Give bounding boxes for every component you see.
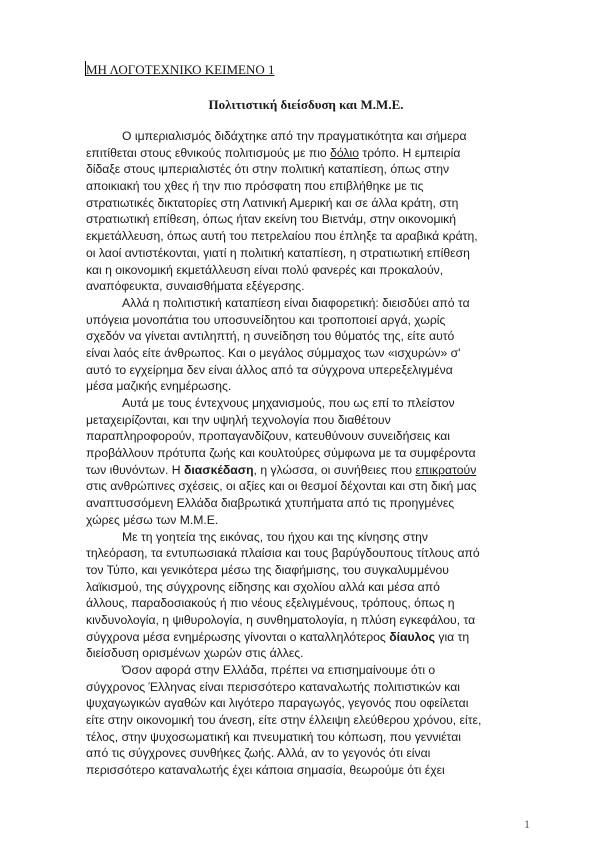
body-text	[86, 128, 536, 779]
text-line	[86, 395, 536, 412]
text-line	[86, 312, 536, 329]
text-segment: και η οικονομική εκμετάλλευση είναι πολύ φανερές και προκαλούν,	[86, 262, 444, 277]
text-line	[86, 195, 536, 212]
text-segment: κινδυνολογία, η ψιθυρολογία, η συνθηματολογία, η πλύση εγκεφάλου, τα	[86, 612, 476, 627]
text-line	[86, 495, 536, 512]
text-segment: Αυτά με τους έντεχνους μηχανισμούς, που ως επί το πλείστον	[122, 396, 455, 410]
text-line	[86, 729, 536, 746]
text-line	[86, 712, 536, 729]
text-line	[86, 695, 536, 712]
text-segment: παραπληροφορούν, προπαγανδίζουν, κατευθύνουν συνειδήσεις και	[86, 429, 450, 444]
text-segment: εκμετάλλευση, όπως αυτή του πετρελαίου που έπληξε τα αραβικά κράτη,	[86, 229, 478, 244]
text-line	[86, 178, 536, 195]
text-segment: αυτό το εγχείρημα δεν είναι άλλος από τα σύγχρονα υπερεξελιγμένα	[86, 362, 453, 377]
text-line	[86, 278, 536, 295]
text-segment: Ο ιμπεριαλισμός διδάχτηκε από την πραγματικότητα και σήμερα	[122, 129, 467, 143]
text-line	[86, 412, 536, 429]
text-segment: για τη	[434, 629, 470, 644]
text-segment: τρόπο. Η εμπειρία	[359, 145, 461, 160]
document-heading: ΜΗ ΛΟΓΟΤΕΧΝΙΚΟ ΚΕΙΜΕΝΟ 1	[86, 62, 275, 77]
text-line	[86, 462, 536, 479]
text-segment: στρατιωτική επίθεση, όπως ήταν εκείνη του Βιετνάμ, στην οικονομική	[86, 212, 457, 227]
text-line	[86, 295, 536, 312]
text-line	[86, 478, 536, 495]
text-segment: Με τη γοητεία της εικόνας, του ήχου και της κίνησης στην	[122, 529, 429, 544]
text-line	[86, 679, 536, 696]
text-segment: αναπόφευκτα, συναισθήματα εξέγερσης.	[86, 279, 305, 294]
text-line	[86, 512, 536, 529]
bold-text: δίαυλος	[389, 629, 435, 644]
text-line	[86, 445, 536, 462]
text-line	[86, 579, 536, 596]
text-segment: , η γλώσσα, οι συνήθειες που	[253, 462, 416, 477]
text-segment: αναπτυσσόμενη Ελλάδα διαβρωτικά χτυπήματα από τις προηγμένες	[86, 496, 455, 511]
page-number: 1	[524, 817, 530, 831]
text-segment: χώρες μέσω των Μ.Μ.Ε.	[86, 512, 219, 527]
bold-text: διασκέδαση	[183, 462, 254, 477]
text-segment: προβάλλουν πρότυπα ζωής και κουλτούρες σύμφωνα με τα συμφέροντα	[86, 446, 476, 461]
text-line	[86, 745, 536, 762]
text-line	[86, 211, 536, 228]
underlined-text: δόλιο	[330, 145, 359, 160]
text-segment: αποικιακή του χθες ή την πιο πρόσφατη που επιβλήθηκε με τις	[86, 179, 424, 194]
text-line	[86, 529, 536, 546]
document-title: Πολιτιστική διείσδυση και Μ.Μ.Ε.	[208, 97, 404, 112]
text-segment: σύγχρονος Έλληνας είναι περισσότερο καταναλωτής πολιτιστικών και	[86, 679, 461, 694]
text-segment: διείσδυση ορισμένων χωρών στις άλλες.	[86, 646, 304, 661]
text-line	[86, 762, 536, 779]
text-line	[86, 545, 536, 562]
text-segment: υπόγεια μονοπάτια του υποσυνείδητου και τροποποιεί αργά, χωρίς	[86, 312, 446, 327]
text-segment: σύγχρονα μέσα ενημέρωσης γίνονται ο καταλληλότερος	[86, 629, 390, 644]
text-segment: τέλος, στην ψυχοσωματική και πνευματική του κόπωση, που γεννιέται	[86, 729, 461, 744]
text-segment: των ιθυνόντων. Η	[86, 462, 184, 477]
text-segment: ψυχαγωγικών αγαθών και λιγότερο παραγωγός, γεγονός που οφείλεται	[86, 696, 469, 711]
text-line	[86, 245, 536, 262]
text-segment: τηλεόραση, τα εντυπωσιακά πλαίσια και τους βαρύγδουπους τίτλους από	[86, 546, 480, 561]
text-line	[86, 228, 536, 245]
text-segment: στρατιωτικές δικτατορίες στη Λατινική Αμερική και σε άλλα κράτη, στη	[86, 195, 459, 210]
text-line	[86, 645, 536, 662]
text-line	[86, 428, 536, 445]
text-segment: στις ανθρώπινες σχέσεις, οι αξίες και οι θεσμοί δέχονται και στη δική μας	[86, 479, 477, 494]
text-segment: μεταχειρίζονται, και την υψηλή τεχνολογία που διαθέτουν	[86, 412, 391, 427]
text-line	[86, 145, 536, 162]
text-line	[86, 262, 536, 279]
text-segment: περισσότερο καταναλωτής έχει κάποια σημασία, θεωρούμε ότι έχει	[86, 763, 445, 778]
text-segment: επιτίθεται στους εθνικούς πολιτισμούς με πιο	[86, 145, 331, 160]
text-segment: λαϊκισμού, της σύγχρονης είδησης και σχολίου αλλά και μέσα από	[86, 579, 440, 594]
text-line	[86, 612, 536, 629]
text-line	[86, 662, 536, 679]
text-line	[86, 161, 536, 178]
text-line	[86, 328, 536, 345]
text-segment: είτε στην οικονομική του άνεση, είτε στην έλλειψη ελεύθερου χρόνου, είτε,	[86, 713, 482, 728]
text-segment: οι λαοί αντιστέκονται, γιατί η πολιτική καταπίεση, η στρατιωτική επίθεση	[86, 245, 470, 260]
text-segment: δίδαξε στους ιμπεριαλιστές ότι στην πολιτική καταπίεση, όπως στην	[86, 162, 450, 177]
text-segment: από τις σύγχρονες συνθήκες ζωής. Αλλά, αν το γεγονός ότι είναι	[86, 746, 431, 761]
underlined-text: επικρατούν	[415, 462, 477, 477]
text-line	[86, 345, 536, 362]
text-segment: άλλους, παραδοσιακούς ή πιο νέους εξελιγμένους, τρόπους, όπως η	[86, 596, 455, 611]
text-segment: τον Τύπο, και γενικότερα μέσω της διαφήμισης, του συγκαλυμμένου	[86, 562, 449, 577]
text-line	[86, 128, 536, 145]
text-line	[86, 378, 536, 395]
text-line	[86, 595, 536, 612]
text-segment: σχεδόν να γίνεται αντιληπτή, η συνείδηση του θύματός της, είτε αυτό	[86, 329, 455, 344]
text-line	[86, 362, 536, 379]
text-line	[86, 629, 536, 646]
text-segment: Αλλά η πολιτιστική καταπίεση είναι διαφορετική: διεισδύει από τα	[122, 295, 470, 310]
text-segment: Όσον αφορά στην Ελλάδα, πρέπει να επισημαίνουμε ότι ο	[122, 663, 436, 677]
text-line	[86, 562, 536, 579]
text-segment: είναι λαός είτε άνθρωπος. Και ο μεγάλος σύμμαχος των «ισχυρών» σ'	[86, 345, 461, 360]
text-segment: μέσα μαζικής ενημέρωσης.	[86, 379, 232, 394]
